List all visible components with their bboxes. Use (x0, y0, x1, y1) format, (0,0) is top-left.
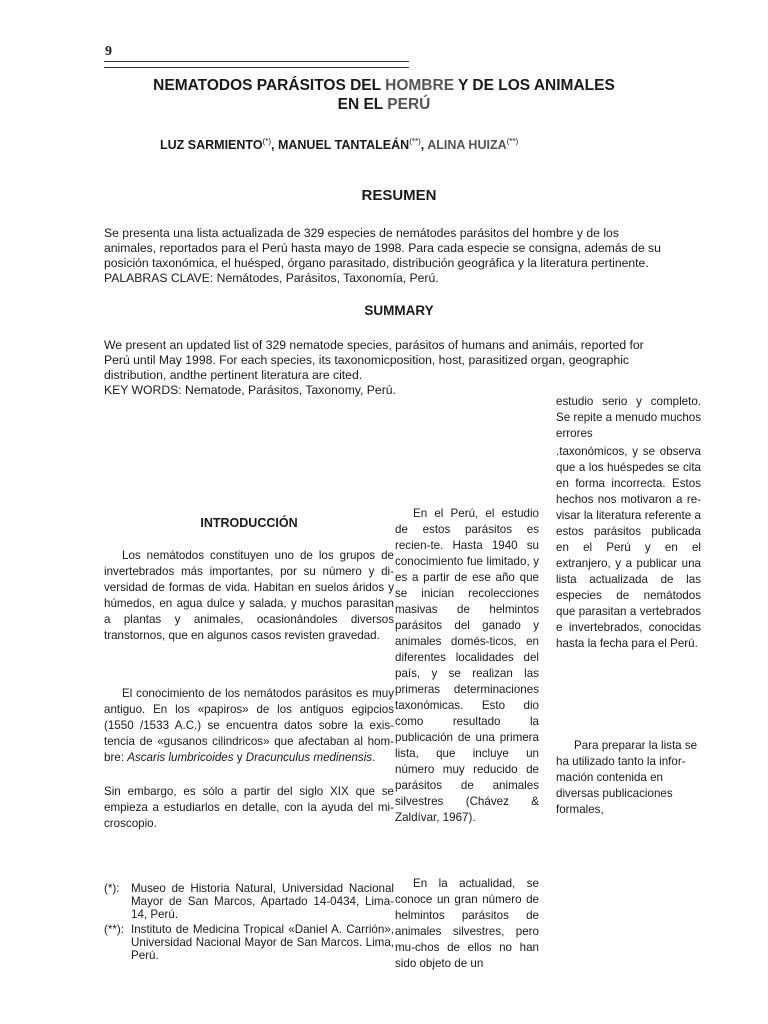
author-separator: , (420, 138, 428, 153)
footnote-mark: (**): (104, 923, 124, 936)
column-2-paragraph-1 (395, 506, 539, 826)
footnote (104, 882, 394, 921)
paragraph-text: y (233, 751, 246, 764)
paragraph-text: Sin embargo, es sólo a partir del siglo XIX que se empieza a estudiarlos en detalle, con la ayuda del mi-croscopio. (104, 785, 394, 830)
paragraph-text: .taxonómicos, y se observa que a los huéspedes se cita en forma incorrecta. Estos hechos nos motivaron a re-visar la literatura referente a estos parásitos publicada en el Perú y en el extranjero, y a publicar una lista actualizada de las especies de nemátodos que parasitan a vertebrados e invertebrados, conocidas hasta la fecha para el Perú. (556, 445, 701, 650)
species-name: Dracunculus medinensis (245, 751, 373, 764)
summary-keywords: KEY WORDS: Nematode, Parásitos, Taxonomy, Perú. (104, 383, 396, 397)
page-number: 9 (105, 44, 112, 59)
affiliation-mark: (**) (409, 137, 421, 146)
title-text: EN EL (337, 96, 388, 113)
footnote-mark: (*): (104, 882, 120, 895)
title-text: Y DE LOS ANIMALES (454, 77, 615, 94)
intro-paragraph-3 (104, 784, 394, 832)
column-3-paragraph-1 (556, 394, 701, 442)
intro-paragraph-2 (104, 686, 394, 766)
paragraph-text: Los nemátodos constituyen uno de los grupos de invertebrados más importantes, por su número y di-versidad de formas de vida. Habitan en suelos áridos y húmedos, en agua dulce y salada, y muchos parasitan a plantas y animales, ocasionándoles diversos transtornos, que en algunos casos revisten gravedad. (104, 549, 394, 642)
title-text: NEMATODOS PARÁSITOS DEL (153, 77, 386, 94)
intro-paragraph-1 (104, 548, 394, 644)
summary-heading: SUMMARY (364, 303, 434, 318)
author-list (160, 137, 518, 152)
author-name: LUZ SARMIENTO (160, 138, 263, 153)
footnote-text: Instituto de Medicina Tropical «Daniel A. Carrión», Universidad Nacional Mayor de San Marcos. Lima, Perú. (131, 923, 394, 962)
column-3-paragraph-3 (556, 738, 701, 818)
paragraph-text: . (372, 751, 376, 764)
summary-block (104, 338, 664, 398)
footnote (104, 923, 394, 962)
footnote-text: Museo de Historia Natural, Universidad Nacional Mayor de San Marcos, Apartado 14-0434, Lima-14, Perú. (131, 882, 394, 921)
paragraph-text: estudio serio y completo. Se repite a menudo muchos errores (556, 395, 702, 440)
title-highlight-peru: PERÚ (387, 96, 431, 113)
header-rule-bottom (104, 67, 409, 68)
author-name: , MANUEL TANTALEÁN (271, 138, 410, 153)
column-2-paragraph-2 (395, 876, 539, 972)
resumen-text: Se presenta una lista actualizada de 329 especies de nemátodes parásitos del hombre y de los animales, reportados para el Perú hasta mayo de 1998. Para cada especie se consigna, además de su posición taxonómica, el huésped, órgano parasitado, distribución geográfica y la literatura pertinente. PALABRAS CLAVE: Nemátodes, Parásitos, Taxonomía, Perú. (104, 226, 661, 285)
resumen-heading: RESUMEN (361, 187, 437, 204)
affiliation-mark: (*) (262, 137, 271, 146)
footnotes (104, 882, 394, 962)
paper-title (104, 76, 664, 114)
summary-text: We present an updated list of 329 nematode species, parásitos of humans and animáis, reported for Perú until May 1998. For each species, its taxonomicposition, host, parasitized organ, geographic distribution, andthe pertinent literatura are cited. (104, 338, 644, 382)
header-rule-top (104, 61, 409, 62)
column-3-paragraph-2 (556, 444, 701, 652)
intro-heading: INTRODUCCIÓN (200, 516, 298, 530)
species-name: Ascaris lumbricoides (127, 751, 234, 764)
author-name: ALINA HUIZA (427, 138, 507, 153)
paragraph-text: El conocimiento de los nemátodos parásitos es muy antiguo. En los «papiros» de los antiguos egipcios (1550 /1533 A.C.) se encuentra datos sobre la exis-tencia de «gusanos cilindricos» que afectaban al hom-bre: (104, 687, 394, 764)
affiliation-mark: (**) (506, 137, 519, 146)
paragraph-text: Para preparar la lista se ha utilizado tanto la infor-mación contenida en diversas publicaciones formales, (556, 739, 698, 816)
paragraph-text: En el Perú, el estudio de estos parásitos es recien-te. Hasta 1940 su conocimiento fue limitado, y es a partir de ese año que se inician recolecciones masivas de helmintos parásitos del ganado y animales domés-ticos, en diferentes localidades del país, y se realizan las primeras determinaciones taxonómicas. Esto dio como resultado la publicación de una primera lista, que incluye un número muy reducido de parásitos de animales silvestres (Chávez & Zaldívar, 1967). (395, 507, 539, 824)
paragraph-text: En la actualidad, se conoce un gran número de helmintos parásitos de animales silvestres, pero mu-chos de ellos no han sido objeto de un (395, 877, 539, 970)
title-highlight-hombre: HOMBRE (385, 77, 455, 94)
